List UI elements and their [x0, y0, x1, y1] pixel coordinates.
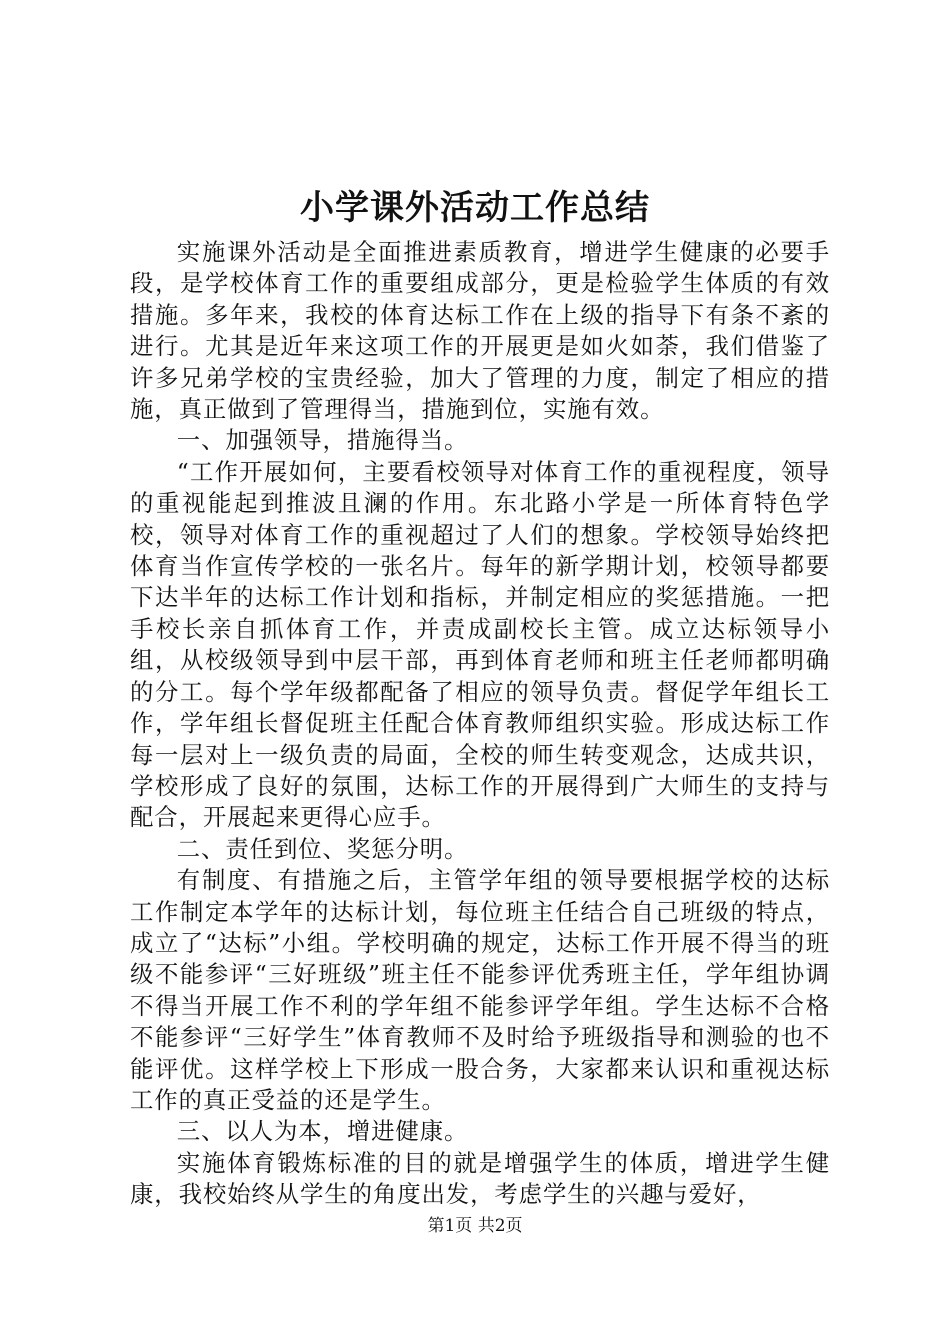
page-number-footer: 第1页 共2页	[427, 1216, 523, 1236]
section-heading-3: 三、以人为本，增进健康。	[176, 1117, 469, 1146]
paragraph-section-2: 有制度、有措施之后，主管学年组的领导要根据学校的达标工作制定本学年的达标计划，每位班主任结合自己班级的特点，成立了“达标”小组。学校明确的规定，达标工作开展不得当的班级不能参评“三好班级”班主任不能参评优秀班主任，学年组协调不得当开展工作不利的学年组不能参评学年组。学生达标不合格不能参评“三好学生”体育教师不及时给予班级指导和测验的也不能评优。这样学校上下形成一股合务，大家都来认识和重视达标工作的真正受益的还是学生。	[130, 866, 830, 1114]
paragraph-section-3: 实施体育锻炼标准的目的就是增强学生的体质，增进学生健康，我校始终从学生的角度出发，考虑学生的兴趣与爱好，	[130, 1148, 830, 1209]
document-title: 小学课外活动工作总结	[300, 188, 650, 228]
paragraph-intro: 实施课外活动是全面推进素质教育，增进学生健康的必要手段，是学校体育工作的重要组成部分，更是检验学生体质的有效措施。多年来，我校的体育达标工作在上级的指导下有条不紊的进行。尤其是近年来这项工作的开展更是如火如荼，我们借鉴了许多兄弟学校的宝贵经验，加大了管理的力度，制定了相应的措施，真正做到了管理得当，措施到位，实施有效。	[130, 238, 830, 424]
section-heading-2: 二、责任到位、奖惩分明。	[176, 834, 469, 863]
section-heading-1: 一、加强领导，措施得当。	[176, 426, 469, 455]
paragraph-section-1: “工作开展如何，主要看校领导对体育工作的重视程度，领导的重视能起到推波且澜的作用。东北路小学是一所体育特色学校，领导对体育工作的重视超过了人们的想象。学校领导始终把体育当作宣传学校的一张名片。每年的新学期计划，校领导都要下达半年的达标工作计划和指标，并制定相应的奖惩措施。一把手校长亲自抓体育工作，并责成副校长主管。成立达标领导小组，从校级领导到中层干部，再到体育老师和班主任老师都明确的分工。每个学年级都配备了相应的领导负责。督促学年组长工作，学年组长督促班主任配合体育教师组织实验。形成达标工作每一层对上一级负责的局面，全校的师生转变观念，达成共识，学校形成了良好的氛围，达标工作的开展得到广大师生的支持与配合，开展起来更得心应手。	[130, 457, 830, 832]
document-body	[130, 237, 830, 1211]
